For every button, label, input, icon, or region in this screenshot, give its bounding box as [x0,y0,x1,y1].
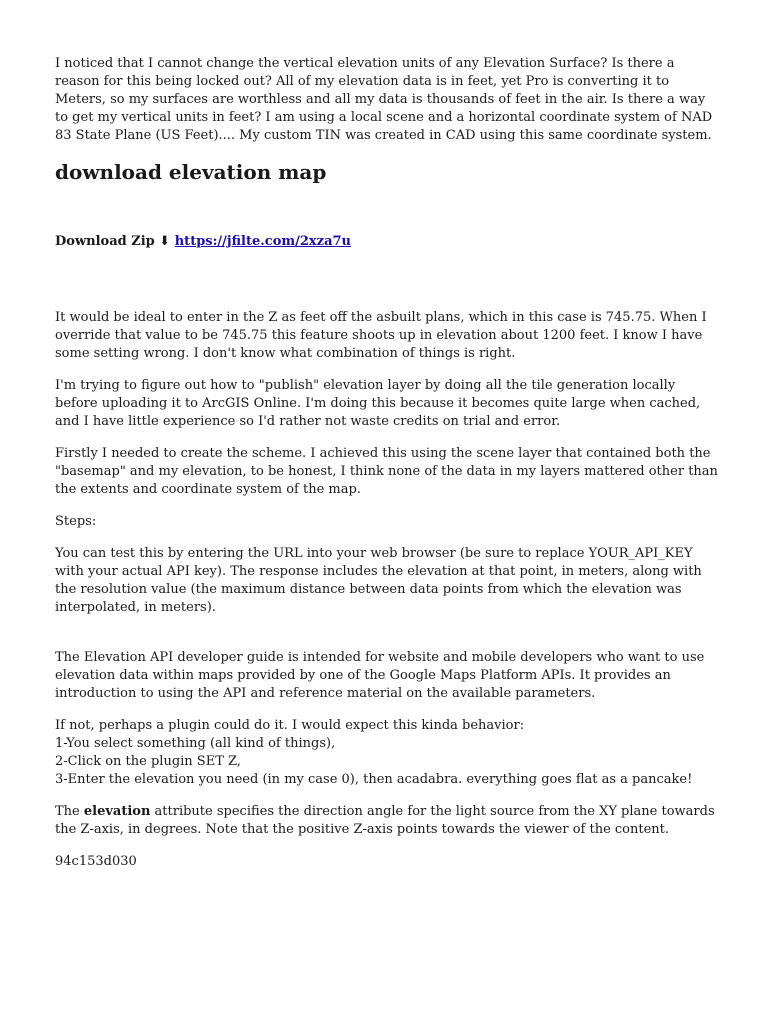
download-icon: ⬇ [159,234,171,249]
download-link[interactable]: https://jfilte.com/2xza7u [174,234,351,249]
elevation-bold-word: elevation [83,804,151,819]
page-heading: download elevation map [55,160,327,184]
plugin-list-item: 1-You select something (all kind of things), [55,736,336,751]
download-label: Download Zip [55,234,155,249]
download-line [55,233,720,251]
plugin-list-intro: If not, perhaps a plugin could do it. I would expect this kinda behavior: [55,718,525,733]
document-body [55,55,720,871]
footer-code: 94c153d030 [55,854,137,869]
paragraph-publish-elevation: I'm trying to figure out how to "publish" elevation layer by doing all the tile generation locally before uploading it to ArcGIS Online. I'm doing this because it becomes quite large when cached, and I have little experience so I'd rather not waste credits on trial and error. [55,378,701,429]
paragraph-steps: Steps: [55,514,97,529]
plugin-list [55,717,720,789]
paragraph-z-override: It would be ideal to enter in the Z as feet off the asbuilt plans, which in this case is 745.75. When I override that value to be 745.75 this feature shoots up in elevation about 1200 feet. I know I have some setting wrong. I don't know what combination of things is right. [55,310,707,361]
elevation-prefix: The [55,804,84,819]
intro-paragraph: I noticed that I cannot change the vertical elevation units of any Elevation Surface? Is there a reason for this being locked out? All of my elevation data is in feet, yet Pro is converting it to Meters, so my surfaces are worthless and all my data is thousands of feet in the air. Is there a way to get my vertical units in feet? I am using a local scene and a horizontal coordinate system of NAD 83 State Plane (US Feet).... My custom TIN was created in CAD using this same coordinate system. [55,56,713,143]
paragraph-elevation-attribute [55,803,720,839]
elevation-suffix: attribute specifies the direction angle for the light source from the XY plane towards the Z-axis, in degrees. Note that the positive Z-axis points towards the viewer of the content. [55,804,715,837]
paragraph-elevation-api: The Elevation API developer guide is intended for website and mobile developers who want to use elevation data within maps provided by one of the Google Maps Platform APIs. It provides an introduction to using the API and reference material on the available parameters. [55,650,705,701]
plugin-list-item: 2-Click on the plugin SET Z, [55,754,241,769]
plugin-list-item: 3-Enter the elevation you need (in my case 0), then acadabra. everything goes flat as a pancake! [55,772,693,787]
paragraph-scheme: Firstly I needed to create the scheme. I achieved this using the scene layer that contained both the "basemap" and my elevation, to be honest, I think none of the data in my layers mattered other than the extents and coordinate system of the map. [55,446,718,497]
paragraph-test-url: You can test this by entering the URL into your web browser (be sure to replace YOUR_API_KEY with your actual API key). The response includes the elevation at that point, in meters, along with the resolution value (the maximum distance between data points from which the elevation was interpolated, in meters). [55,546,702,615]
